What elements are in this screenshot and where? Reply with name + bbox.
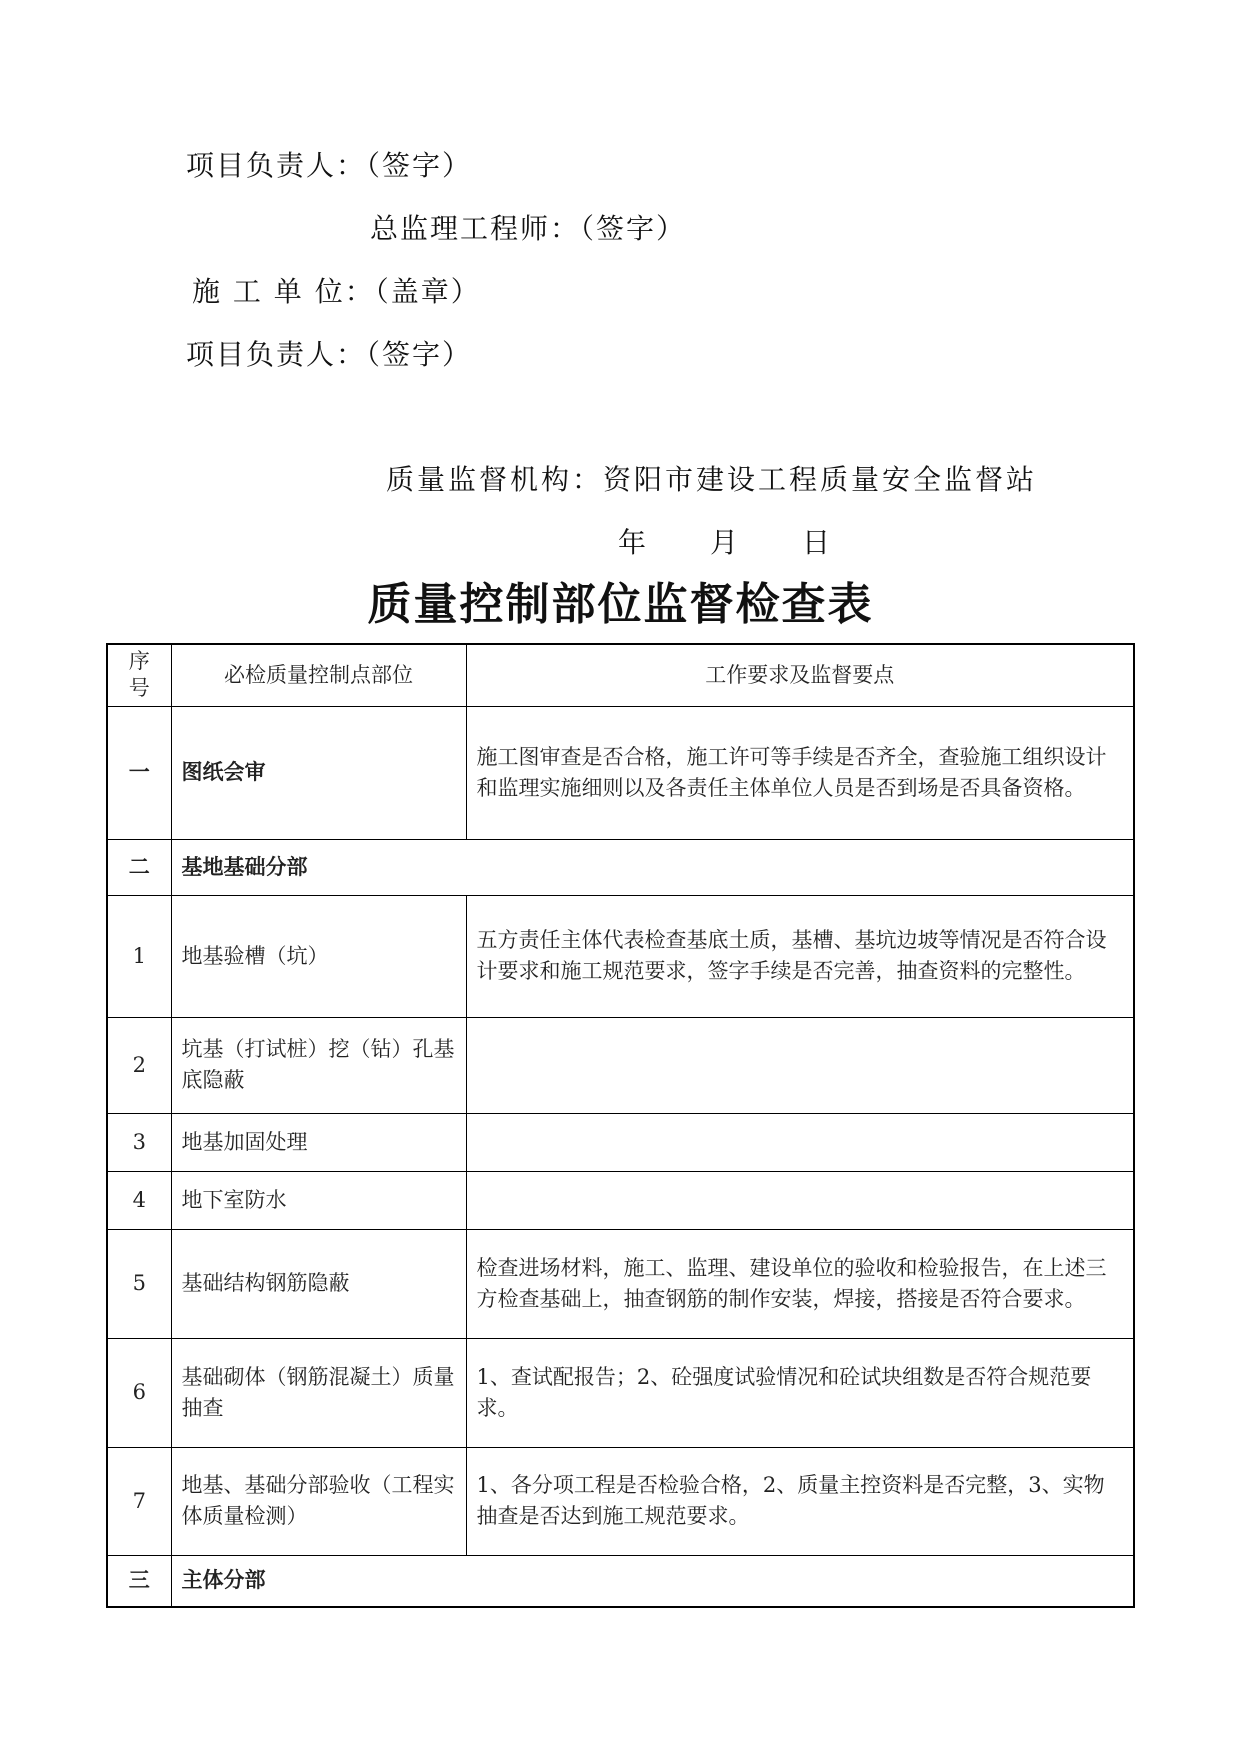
date-month: 月 <box>710 526 741 559</box>
signature-chief-supervisor: 总监理工程师：（签字） <box>370 212 687 245</box>
table-row <box>107 706 1134 839</box>
table-row <box>107 1229 1134 1338</box>
row-no: 2 <box>107 1017 171 1113</box>
header-requirements: 工作要求及监督要点 <box>466 644 1134 706</box>
row-requirements <box>466 1113 1134 1171</box>
row-no: 一 <box>107 706 171 839</box>
row-requirements: 施工图审查是否合格，施工许可等手续是否齐全，查验施工组织设计和监理实施细则以及各责任主体单位人员是否到场是否具备资格。 <box>466 706 1134 839</box>
row-requirements: 检查进场材料，施工、监理、建设单位的验收和检验报告，在上述三方检查基础上，抽查钢筋的制作安装，焊接，搭接是否符合要求。 <box>466 1229 1134 1338</box>
row-part: 主体分部 <box>171 1555 1134 1607</box>
row-part: 坑基（打试桩）挖（钻）孔基底隐蔽 <box>171 1017 466 1113</box>
table-header-row <box>107 644 1134 706</box>
supervision-agency: 质量监督机构：资阳市建设工程质量安全监督站 <box>386 463 1038 496</box>
row-no: 6 <box>107 1338 171 1447</box>
date-year: 年 <box>618 526 649 559</box>
row-part: 基础砌体（钢筋混凝土）质量抽查 <box>171 1338 466 1447</box>
table-row <box>107 839 1134 895</box>
table-row <box>107 1338 1134 1447</box>
row-part: 地基、基础分部验收（工程实体质量检测） <box>171 1447 466 1555</box>
signature-construction-unit: 施 工 单 位：（盖章） <box>192 275 481 308</box>
row-requirements: 五方责任主体代表检查基底土质，基槽、基坑边坡等情况是否符合设计要求和施工规范要求，签字手续是否完善，抽查资料的完整性。 <box>466 895 1134 1017</box>
table-row <box>107 1017 1134 1113</box>
table-row <box>107 1447 1134 1555</box>
row-requirements: 1、查试配报告；2、砼强度试验情况和砼试块组数是否符合规范要求。 <box>466 1338 1134 1447</box>
signature-project-leader-2: 项目负责人：（签字） <box>186 338 473 371</box>
date-line <box>618 521 832 561</box>
row-requirements <box>466 1171 1134 1229</box>
row-no: 5 <box>107 1229 171 1338</box>
row-part: 基础结构钢筋隐蔽 <box>171 1229 466 1338</box>
row-part: 基地基础分部 <box>171 839 1134 895</box>
inspection-table <box>106 643 1135 1608</box>
table-row <box>107 1555 1134 1607</box>
table-row <box>107 895 1134 1017</box>
signature-project-leader-1: 项目负责人：（签字） <box>186 149 473 182</box>
row-no: 4 <box>107 1171 171 1229</box>
row-no: 1 <box>107 895 171 1017</box>
row-part: 地下室防水 <box>171 1171 466 1229</box>
header-part: 必检质量控制点部位 <box>171 644 466 706</box>
row-part: 图纸会审 <box>171 706 466 839</box>
header-no: 序号 <box>107 644 171 706</box>
row-no: 3 <box>107 1113 171 1171</box>
row-no: 7 <box>107 1447 171 1555</box>
row-requirements <box>466 1017 1134 1113</box>
table-row <box>107 1171 1134 1229</box>
row-part: 地基加固处理 <box>171 1113 466 1171</box>
row-part: 地基验槽（坑） <box>171 895 466 1017</box>
date-day: 日 <box>802 526 833 559</box>
table-row <box>107 1113 1134 1171</box>
row-no: 二 <box>107 839 171 895</box>
row-requirements: 1、各分项工程是否检验合格，2、质量主控资料是否完整，3、实物抽查是否达到施工规范要求。 <box>466 1447 1134 1555</box>
page-title: 质量控制部位监督检查表 <box>367 579 874 630</box>
row-no: 三 <box>107 1555 171 1607</box>
